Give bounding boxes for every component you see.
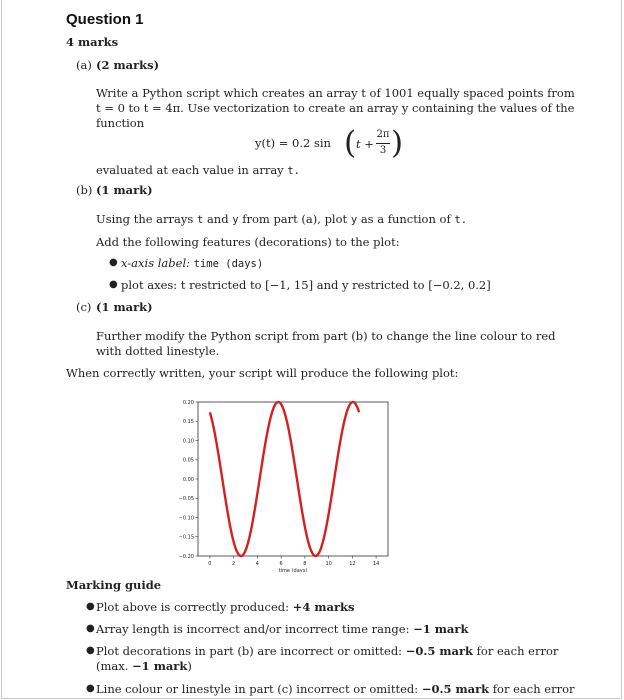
sine-line bbox=[210, 402, 359, 556]
marking-item-strong: −1 mark bbox=[413, 622, 469, 636]
y-tick-label: −0.20 bbox=[178, 553, 194, 560]
plot-frame bbox=[198, 402, 388, 556]
x-tick-label: 2 bbox=[232, 561, 236, 567]
marking-item-strong: −0.5 mark bbox=[421, 682, 490, 696]
bullet-icon: ● bbox=[86, 645, 95, 656]
question-marks: 4 marks bbox=[66, 35, 119, 49]
part-b-code-t: t bbox=[196, 214, 204, 226]
marking-item-text: (max. bbox=[96, 659, 129, 673]
part-b-label: (b) bbox=[76, 183, 93, 197]
marking-item-text: Plot above is correctly produced: bbox=[96, 600, 290, 614]
marking-heading: Marking guide bbox=[66, 578, 162, 592]
marking-item-continued bbox=[96, 659, 192, 674]
equation-numerator: 2π bbox=[376, 129, 390, 140]
marking-item bbox=[96, 644, 558, 659]
x-tick-label: 4 bbox=[255, 561, 259, 567]
part-a-label: (a) bbox=[76, 58, 92, 72]
y-tick-label: 0.15 bbox=[182, 419, 194, 426]
equation-left-paren: ( bbox=[344, 125, 357, 161]
part-b-text-and: and bbox=[206, 212, 229, 226]
x-tick-label: 6 bbox=[279, 561, 283, 567]
part-b-text-mid: from part (a), plot bbox=[242, 212, 348, 226]
part-a-line-1: Write a Python script which creates an array t of 1001 equally spaced points from bbox=[96, 86, 575, 100]
part-a-after bbox=[96, 163, 300, 179]
part-b-bullet-1 bbox=[121, 256, 263, 272]
part-a-after-code: t. bbox=[287, 165, 300, 177]
y-tick-label: 0.00 bbox=[182, 476, 194, 483]
part-b-bullet-1-code: time (days) bbox=[193, 258, 264, 270]
part-b-bullet-2: plot axes: t restricted to [−1, 15] and y restricted to [−0.2, 0.2] bbox=[121, 278, 491, 292]
equation-right-paren: ) bbox=[391, 125, 404, 161]
part-c-line-1: Further modify the Python script from part (b) to change the line colour to red bbox=[96, 329, 556, 343]
y-tick-label: −0.15 bbox=[178, 534, 194, 541]
equation-inner: t + bbox=[356, 137, 374, 151]
x-tick-label: 14 bbox=[372, 561, 380, 567]
marking-item-strong: −1 mark bbox=[132, 659, 188, 673]
x-tick-label: 0 bbox=[208, 561, 212, 567]
marking-item-text: Plot decorations in part (b) are incorrect or omitted: bbox=[96, 644, 403, 658]
bullet-icon: ● bbox=[86, 623, 95, 634]
x-axis-label: time (days) bbox=[278, 568, 308, 572]
y-tick-label: −0.05 bbox=[178, 496, 194, 503]
part-b-line-2: Add the following features (decorations) to the plot: bbox=[96, 235, 400, 249]
part-a-marks: (2 marks) bbox=[96, 58, 160, 72]
part-b-line-1 bbox=[96, 212, 467, 228]
x-tick-label: 8 bbox=[303, 561, 307, 567]
marking-item-text: Array length is incorrect and/or incorrect time range: bbox=[96, 622, 410, 636]
question-title: Question 1 bbox=[66, 11, 144, 28]
part-a-after-text: evaluated at each value in array bbox=[96, 163, 284, 177]
part-c-label: (c) bbox=[76, 300, 92, 314]
part-c-line-2: with dotted linestyle. bbox=[96, 344, 220, 358]
marking-item bbox=[96, 682, 574, 697]
intro-text: When correctly written, your script will produce the following plot: bbox=[66, 366, 459, 380]
x-tick-label: 12 bbox=[349, 561, 356, 567]
marking-item-strong: −0.5 mark bbox=[405, 644, 474, 658]
x-tick-label: 10 bbox=[325, 561, 332, 567]
part-b-text-post: as a function of bbox=[360, 212, 451, 226]
part-b-code-t2: t. bbox=[454, 214, 468, 226]
x-axis-ticks bbox=[208, 556, 379, 567]
bullet-icon: ● bbox=[109, 279, 118, 290]
y-tick-label: −0.10 bbox=[178, 515, 194, 522]
part-b-code-y2: y bbox=[350, 214, 358, 226]
bullet-icon: ● bbox=[86, 601, 95, 612]
marking-item-strong: +4 marks bbox=[292, 600, 355, 614]
marking-item-text: Line colour or linestyle in part (c) incorrect or omitted: bbox=[96, 682, 419, 696]
sine-plot bbox=[170, 392, 410, 572]
marking-item-post: for each error bbox=[492, 682, 575, 696]
equation-lhs: y(t) = 0.2 sin bbox=[255, 136, 331, 150]
y-axis-ticks bbox=[179, 400, 198, 560]
part-b-marks: (1 mark) bbox=[96, 183, 153, 197]
part-b-bullet-1-text: x-axis label: bbox=[121, 256, 190, 270]
marking-item-post: ) bbox=[187, 659, 192, 673]
bullet-icon: ● bbox=[86, 683, 95, 694]
part-a-line-2: t = 0 to t = 4π. Use vectorization to create an array y containing the values of the bbox=[96, 101, 575, 115]
equation-denominator: 3 bbox=[379, 145, 387, 156]
marking-item bbox=[96, 600, 354, 615]
marking-item-post: for each error bbox=[476, 644, 559, 658]
equation-fraction-bar bbox=[376, 143, 390, 144]
marking-item bbox=[96, 622, 468, 637]
part-b-code-y: y bbox=[232, 214, 239, 226]
part-c-marks: (1 mark) bbox=[96, 300, 153, 314]
bullet-icon: ● bbox=[109, 257, 118, 268]
y-tick-label: 0.10 bbox=[182, 438, 194, 445]
y-tick-label: 0.05 bbox=[182, 457, 194, 464]
y-tick-label: 0.20 bbox=[182, 399, 194, 406]
part-b-text-1: Using the arrays bbox=[96, 212, 194, 226]
part-a-line-3: function bbox=[96, 116, 145, 130]
